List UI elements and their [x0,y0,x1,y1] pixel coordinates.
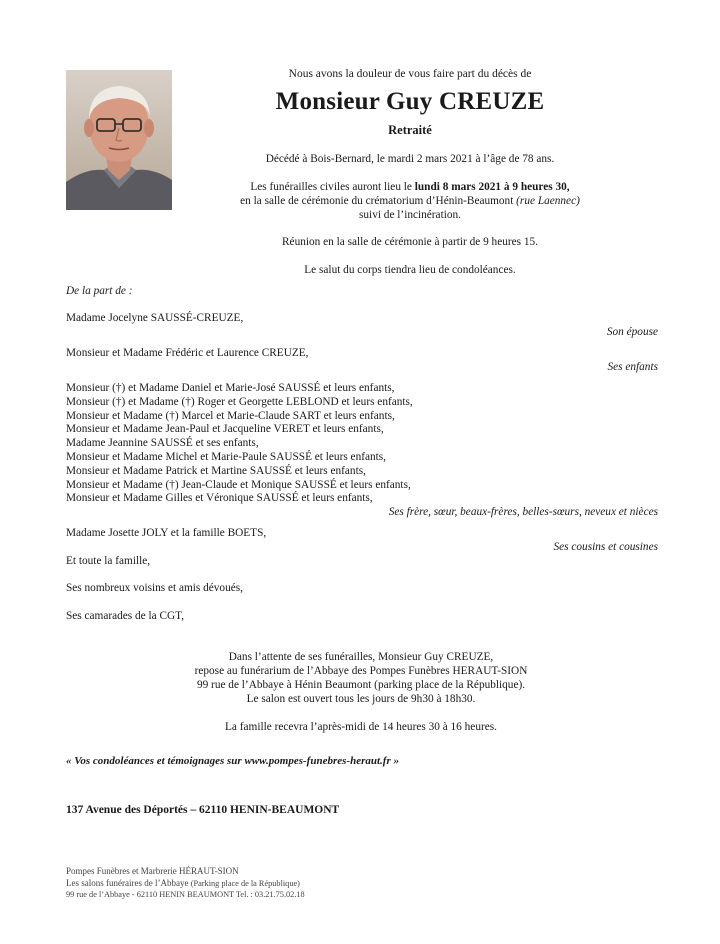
spouse-name: Madame Jocelyne SAUSSÉ-CREUZE, [66,312,244,324]
deceased-name: Monsieur Guy CREUZE [275,88,545,115]
funeral-line-2: en la salle de cérémonie du crématorium d’Hénin-Beaumont (rue Laennec) [240,195,580,207]
list-item: Monsieur et Madame Michel et Marie-Paule SAUSSÉ et leurs enfants, [66,450,387,463]
list-item: Monsieur et Madame Patrick et Martine SAUSSÉ et leurs enfants, [66,464,366,477]
neighbors-friends: Ses nombreux voisins et amis dévoués, [66,582,243,594]
list-item: Monsieur et Madame Jean-Paul et Jacqueline VERET et leurs enfants, [66,423,384,436]
list-item: Monsieur (†) et Madame Daniel et Marie-José SAUSSÉ et leurs enfants, [66,382,395,394]
condolences-link[interactable]: « Vos condoléances et témoignages sur www.pompes-funebres-heraut.fr » [66,755,399,767]
salut-info: Le salut du corps tiendra lieu de condoléances. [304,264,516,276]
funeral-line-3: suivi de l’incinération. [359,209,461,221]
whole-family: Et toute la famille, [66,555,151,567]
spouse-relation: Son épouse [606,326,658,338]
footer [66,866,305,901]
portrait-image [66,70,172,210]
cousins-name: Madame Josette JOLY et la famille BOETS, [66,527,267,539]
funeral-line-1: Les funérailles civiles auront lieu le lundi 8 mars 2021 à 9 heures 30, [250,181,570,193]
funeral-info [180,180,640,222]
intro-text: Nous avons la douleur de vous faire part du décès de [288,68,532,80]
children-relation: Ses enfants [607,361,658,373]
funerarium-line: 99 rue de l’Abbaye à Hénin Beaumont (parking place de la République). [196,679,526,691]
funerarium-info [66,650,656,706]
footer-salons: Les salons funéraires de l’Abbaye (Parking place de la République) [66,877,300,888]
siblings-relation: Ses frère, sœur, beaux-frères, belles-sœurs, neveux et nièces [388,506,658,518]
deceased-occupation: Retraité [388,123,432,137]
list-item: Monsieur et Madame Gilles et Véronique SAUSSÉ et leurs enfants, [66,492,373,505]
reunion-info: Réunion en la salle de cérémonie à partir de 9 heures 15. [282,236,538,248]
list-item: Monsieur et Madame (†) Jean-Claude et Monique SAUSSÉ et leurs enfants, [66,478,411,491]
family-visit-hours: La famille recevra l’après-midi de 14 heures 30 à 16 heures. [225,721,497,733]
death-notice: Décédé à Bois-Bernard, le mardi 2 mars 2021 à l’âge de 78 ans. [265,153,555,165]
portrait-photo [66,70,172,210]
footer-company: Pompes Funèbres et Marbrerie HÉRAUT-SION [66,866,239,876]
list-item: Monsieur (†) et Madame (†) Roger et Georgette LEBLOND et leurs enfants, [66,395,413,408]
funerarium-line: Dans l’attente de ses funérailles, Monsieur Guy CREUZE, [228,651,494,663]
footer-contact: 99 rue de l’Abbaye - 62110 HENIN BEAUMONT Tel. : 03.21.75.02.18 [66,890,305,899]
list-item: Monsieur et Madame (†) Marcel et Marie-Claude SART et leurs enfants, [66,409,395,422]
list-item: Madame Jeannine SAUSSÉ et ses enfants, [66,437,259,450]
children-name: Monsieur et Madame Frédéric et Laurence CREUZE, [66,347,309,359]
siblings-list [66,382,413,506]
funerarium-line: repose au funérarium de l’Abbaye des Pompes Funèbres HERAUT-SION [194,665,528,677]
de-la-part-label: De la part de : [66,285,133,297]
cousins-relation: Ses cousins et cousines [553,541,658,553]
funerarium-line: Le salon est ouvert tous les jours de 9h30 à 18h30. [246,693,476,705]
cgt-comrades: Ses camarades de la CGT, [66,610,185,622]
address: 137 Avenue des Déportés – 62110 HENIN-BEAUMONT [66,804,340,816]
